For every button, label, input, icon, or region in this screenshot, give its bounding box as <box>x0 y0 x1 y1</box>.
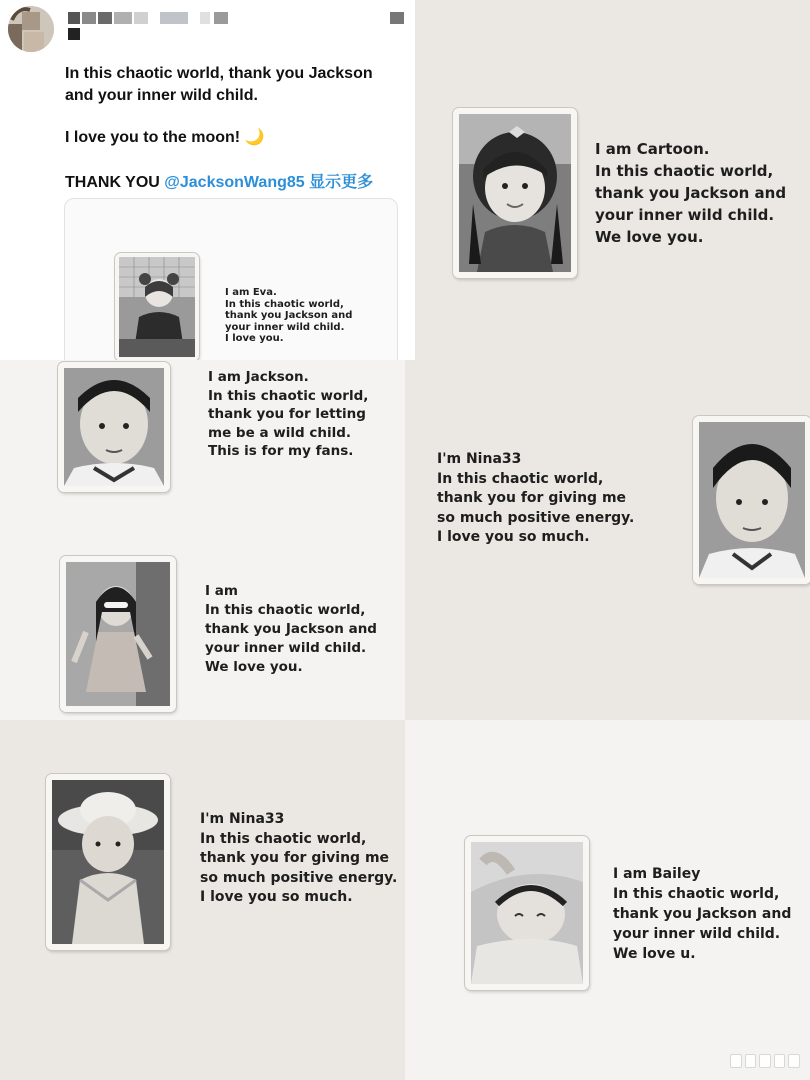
eva-photo <box>115 253 199 360</box>
user-avatar[interactable] <box>8 6 54 52</box>
eva-caption: I am Eva. In this chaotic world, thank you Jackson and your inner wild child. I love you. <box>225 287 353 344</box>
thank-you-text: THANK YOU <box>65 174 165 191</box>
mention-link[interactable]: @JacksonWang85 <box>164 174 305 191</box>
iam-caption: I am In this chaotic world, thank you Jackson and your inner wild child. We love you. <box>205 583 377 675</box>
jackson-caption: I am Jackson. In this chaotic world, thank you for letting me be a wild child. This is for my fans. <box>208 369 369 459</box>
panel-cartoon <box>415 0 810 360</box>
watermark-blocks <box>730 1054 800 1068</box>
cartoon-caption: I am Cartoon. In this chaotic world, thank you Jackson and your inner wild child. We love you. <box>595 140 787 246</box>
tweet-line-3: I love you to the moon! 🌙 <box>65 129 265 146</box>
panel-nina-left <box>0 720 405 1080</box>
bailey-caption: I am Bailey In this chaotic world, thank you Jackson and your inner wild child. We love u. <box>613 866 792 962</box>
tweet-line-2: and your inner wild child. <box>65 87 258 104</box>
panel-nina-right <box>405 360 810 720</box>
embedded-image-card[interactable] <box>64 198 398 360</box>
panel-bailey <box>405 720 810 1080</box>
panel-jackson <box>0 360 405 720</box>
bailey-photo <box>465 836 589 990</box>
menu-icon[interactable] <box>390 12 404 24</box>
nina-right-photo <box>693 416 810 584</box>
nina-left-photo <box>46 774 170 950</box>
cartoon-photo <box>453 108 577 278</box>
nina-left-caption: I'm Nina33 In this chaotic world, thank you for giving me so much positive energy. I love you so much. <box>200 811 398 905</box>
tweet-thank-line <box>65 169 373 192</box>
jackson-photo <box>58 362 170 492</box>
show-more-link[interactable]: 显示更多 <box>309 174 374 191</box>
tweet-line-1: In this chaotic world, thank you Jackson <box>65 65 373 82</box>
nina-right-caption: I'm Nina33 In this chaotic world, thank you for giving me so much positive energy. I love you so much. <box>437 451 635 545</box>
tweet-panel <box>0 0 415 360</box>
iam-photo <box>60 556 176 712</box>
username-redacted <box>68 12 80 24</box>
